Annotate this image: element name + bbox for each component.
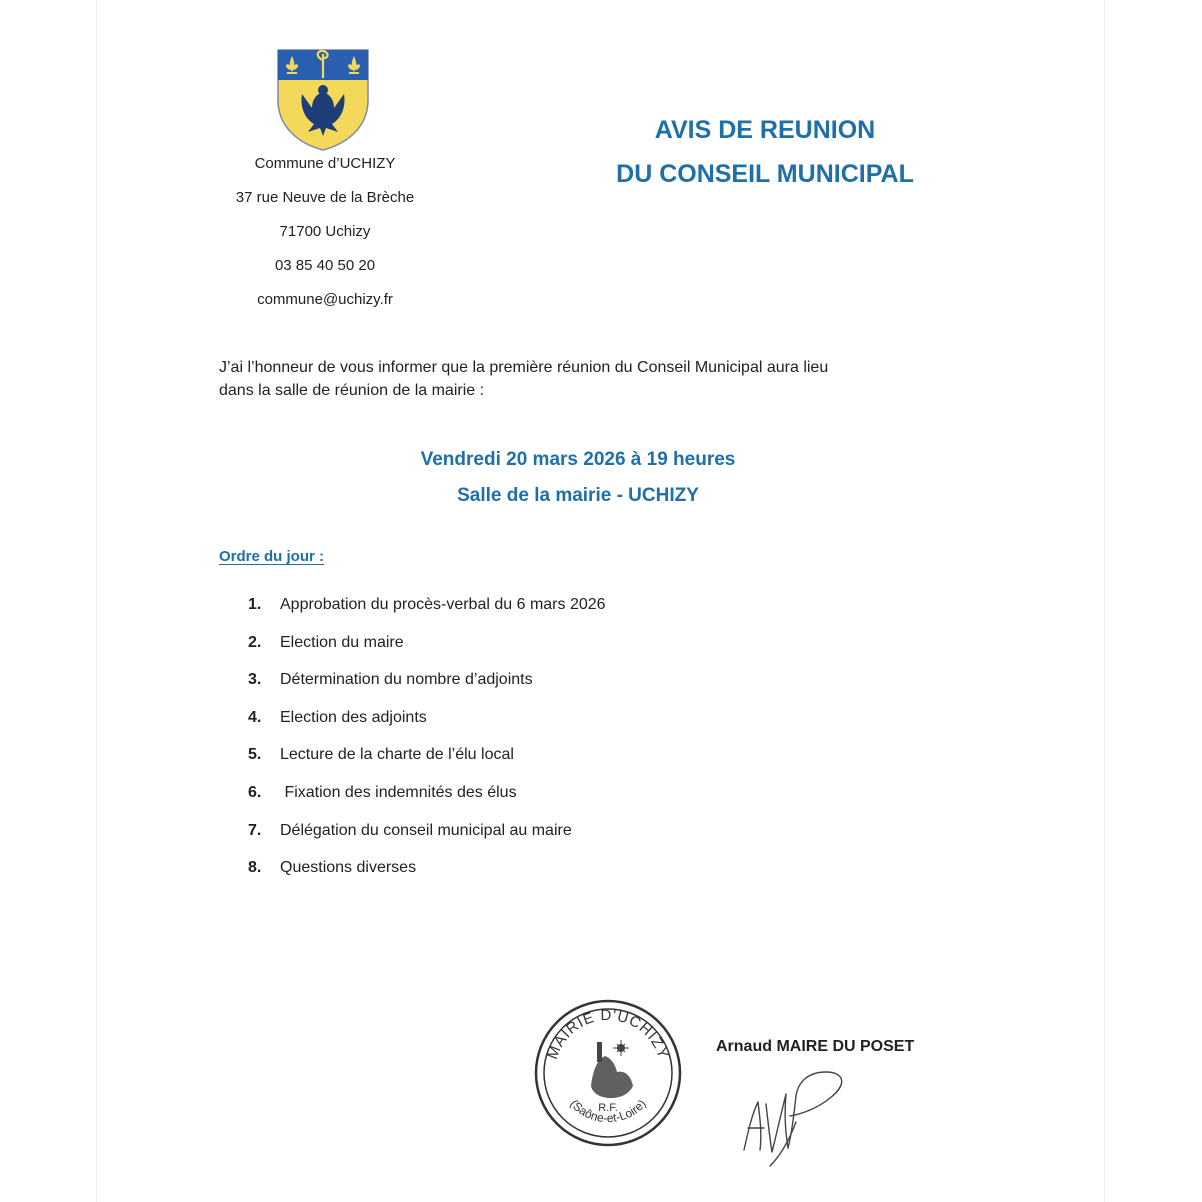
phone-number: 03 85 40 50 20 xyxy=(274,257,376,274)
intro-line-1: J’ai l’honneur de vous informer que la première réunion du Conseil Municipal aura lieu xyxy=(219,359,829,376)
agenda-item-text: Questions diverses xyxy=(280,859,417,877)
agenda-item-text: Fixation des indemnités des élus xyxy=(280,783,517,801)
meeting-location: Salle de la mairie - UCHIZY xyxy=(457,485,699,506)
agenda-item-text: Lecture de la charte de l’élu local xyxy=(280,746,514,764)
agenda-item xyxy=(248,740,606,778)
page-edge-right xyxy=(1104,0,1105,1202)
postal-city: 71700 Uchizy xyxy=(279,223,371,240)
agenda-item xyxy=(248,665,606,703)
agenda-list xyxy=(248,590,606,891)
agenda-item-number: 3. xyxy=(248,671,262,689)
document-title xyxy=(585,108,945,196)
agenda-item xyxy=(248,628,606,666)
agenda-item xyxy=(248,590,606,628)
coat-of-arms-logo xyxy=(276,48,370,152)
agenda-item-number: 4. xyxy=(248,708,262,726)
agenda-item-number: 2. xyxy=(248,633,262,651)
title-line-1: AVIS DE REUNION xyxy=(654,116,876,144)
meeting-details xyxy=(378,442,778,514)
stamp-bottom-text: (Saône-et-Loire) xyxy=(567,1096,649,1126)
agenda-item-number: 1. xyxy=(248,596,262,613)
title-line-2: DU CONSEIL MUNICIPAL xyxy=(616,160,914,188)
email-address: commune@uchizy.fr xyxy=(257,291,393,308)
page-edge-left xyxy=(96,0,97,1202)
commune-name: Commune d’UCHIZY xyxy=(254,155,396,172)
meeting-datetime: Vendredi 20 mars 2026 à 19 heures xyxy=(420,449,736,470)
street-address: 37 rue Neuve de la Brèche xyxy=(235,189,415,206)
agenda-item-text: Délégation du conseil municipal au maire xyxy=(280,821,572,839)
intro-line-2: dans la salle de réunion de la mairie : xyxy=(219,382,485,399)
agenda-item xyxy=(248,853,606,891)
agenda-item-text: Approbation du procès-verbal du 6 mars 2026 xyxy=(280,596,606,613)
agenda-item-text: Détermination du nombre d’adjoints xyxy=(280,671,533,689)
stamp-center-text: R.F. xyxy=(598,1102,618,1114)
agenda-item xyxy=(248,816,606,854)
stamp-top-text: MAIRIE D'UCHIZY xyxy=(544,1006,672,1062)
agenda-item xyxy=(248,703,606,741)
agenda-item-text: Election des adjoints xyxy=(280,708,427,726)
handwritten-signature xyxy=(730,1062,860,1172)
agenda-heading: Ordre du jour : xyxy=(219,548,324,565)
signatory-name: Arnaud MAIRE DU POSET xyxy=(716,1038,915,1055)
agenda-item xyxy=(248,778,606,816)
agenda-item-number: 7. xyxy=(248,821,262,839)
agenda-item-number: 5. xyxy=(248,746,262,764)
agenda-item-text: Election du maire xyxy=(280,633,404,651)
sender-address-block xyxy=(205,150,445,320)
agenda-item-number: 6. xyxy=(248,783,262,801)
official-stamp xyxy=(533,998,683,1148)
intro-paragraph xyxy=(219,356,939,402)
agenda-item-number: 8. xyxy=(248,859,262,877)
